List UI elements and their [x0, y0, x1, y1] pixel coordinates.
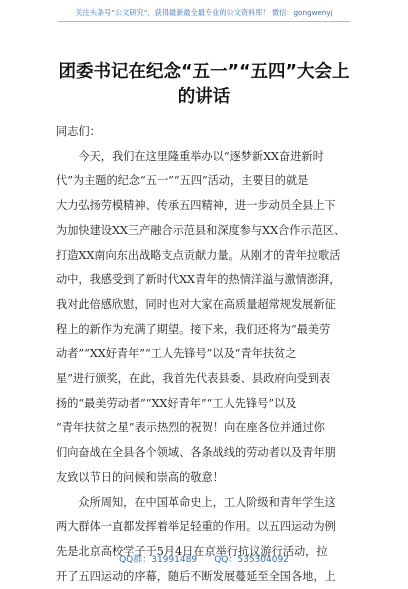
footer-contact: QQ群：31991489 QQ：535304092	[119, 555, 289, 565]
body-line: 为加快建设XX三产融合示范县和深度参与XX合作示范区、	[56, 223, 346, 237]
body-line: “青年扶贫之星”表示热烈的祝贺！向在座各位并通过你	[56, 421, 325, 435]
body-line: 扬的“最美劳动者”“XX好青年”“工人先锋号”以及	[56, 396, 297, 410]
body-line: 程上的新作为充满了期望。接下来，我们还将为“最美劳	[56, 322, 331, 336]
document-body	[56, 120, 356, 589]
header-note: 关注头条号“公文研究”，获得最新最全最专业的公文资料库！ 微信：gongwenyj	[75, 8, 333, 17]
salutation: 同志们：	[56, 125, 101, 138]
title-line: 团委书记在纪念“五一”“五四”大会上	[58, 62, 350, 82]
body-line: 打造XX南向东出战略支点贡献力量。从刚才的青年拉歌活	[56, 248, 341, 262]
body-line: 开了五四运动的序幕，随后不断发展蔓延至全国各地，上	[56, 569, 336, 583]
body-line: 今天，我们在这里隆重举办以“逐梦新XX奋进新时	[56, 149, 324, 163]
body-line: 星”进行颁奖，在此，我首先代表县委、县政府向受到表	[56, 372, 331, 386]
body-line: 代”为主题的纪念“五一”“五四”活动，主要目的就是	[56, 174, 309, 188]
title-line: 的讲话	[177, 87, 231, 107]
body-line: 我对此倍感欣慰，同时也对大家在高质量超常规发展新征	[56, 297, 336, 311]
document-title	[40, 60, 368, 110]
body-line: 众所周知，在中国革命史上，工人阶级和青年学生这	[56, 495, 336, 509]
body-line: 大力弘扬劳模精神、传承五四精神，进一步动员全县上下	[56, 199, 336, 213]
body-line: 两大群体一直都发挥着举足轻重的作用。以五四运动为例	[56, 520, 336, 534]
body-line: 动者”“XX好青年”“工人先锋号”以及“青年扶贫之	[56, 347, 297, 361]
body-line: 们向奋战在全县各个领域、各条战线的劳动者以及青年朋	[56, 446, 336, 460]
body-line: 先是北京高校学子于5月4日在京举行抗议游行活动，拉	[56, 544, 328, 558]
header-divider	[58, 21, 350, 22]
body-line: 友致以节日的问候和崇高的敬意！	[56, 470, 224, 484]
body-line: 动中，我感受到了新时代XX青年的热情洋溢与激情澎湃，	[56, 273, 341, 287]
